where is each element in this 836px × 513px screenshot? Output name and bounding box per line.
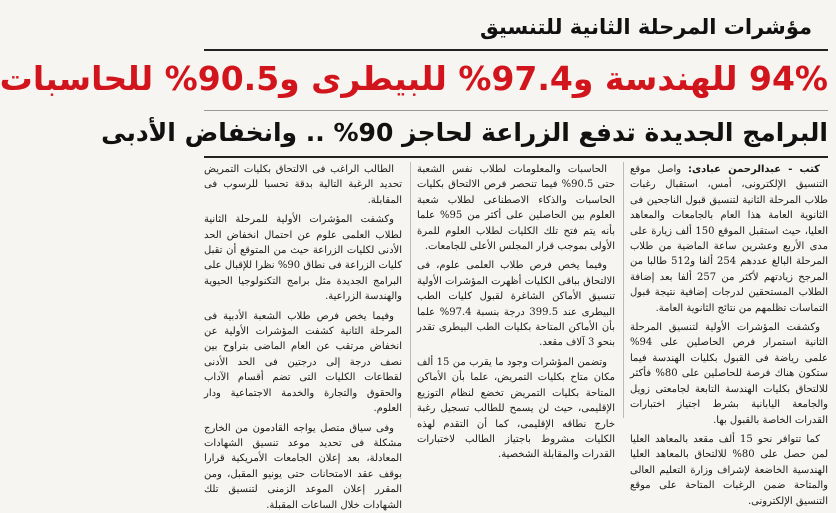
lower-rule: [204, 156, 828, 158]
column-2: [410, 162, 616, 461]
column-1: [623, 162, 829, 507]
top-rule: [204, 49, 828, 51]
article-headline: 94% للهندسة و97.4% للبيطرى و90.5% للحاسبات: [0, 59, 828, 98]
article-kicker: مؤشرات المرحلة الثانية للتنسيق: [480, 15, 812, 39]
paragraph: وكشفت المؤشرات الأولية لتنسيق المرحلة الثانية استمرار فرص الحاصلين على 94% علمى رياضة فى القبول بكليات الهندسة فيما ستكون هناك فرصة للحاصلين على 80% فأكثر للالتحاق بكليات الهندسة التابعة لجامعتى زويل والجامعة اليابانية بشرط اجتياز اختبارات القدرات الخاصة بالقبول بها.: [630, 322, 828, 426]
paragraph: وفيما يخص فرص طلاب الشعبة الأدبية فى المرحلة الثانية كشفت المؤشرات الأولية عن انخفاض مرتقب عن العام الماضى بتراوح بين نصف درجة إلى درجتين فى الحد الأدنى لقطاعات الكليات التى تضم أقسام الآداب والحقوق والتجارة والخدمة الاجتماعية ودار العلوم.: [204, 310, 402, 415]
paragraph: كما تتوافر نحو 15 ألف مقعد بالمعاهد العليا لمن حصل على 80% للالتحاق بالمعاهد العليا الهندسية الخاضعة لإشراف وزارة التعليم العالى والمتاحة ضمن الرغبات المتاحة على موقع التنسيق الإلكترونى.: [630, 433, 829, 507]
column-3: [204, 162, 403, 511]
mid-rule: [204, 110, 828, 111]
paragraph: وكشفت المؤشرات الأولية للمرحلة الثانية لطلاب العلمى علوم عن احتمال انخفاض الحد الأدنى لكليات الزراعة حيث من المتوقع أن تقبل كليات الزراعة فى نطاق 90% نظرا للإقبال على البرامج الجديدة مثل برامج التكنولوجيا الحيوية والهندسة الزراعية.: [204, 214, 403, 303]
paragraph: وتضمن المؤشرات وجود ما يقرب من 15 ألف مكان متاح بكليات التمريض، علما بأن الأماكن المتاحة بكليات التمريض تخضع لنظام التوزيع الإقليمى، حيث لن يسمح للطالب تسجيل رغبة خارج نطاقه الإقليمى، كما أن التقدم لهذه الكليات مشروط باجتياز الطالب لاختبارات القدرات والمقابلة الشخصية.: [417, 356, 615, 461]
paragraph: الحاسبات والمعلومات لطلاب نفس الشعبة حتى 90.5% فيما تنحصر فرص الالتحاق بكليات الحاسبات والذكاء الاصطناعى لطلاب شعبة العلوم بين الحاصلين على أكثر من 95% علما بأنه يتم فتح تلك الكليات لطلاب العلوم للمرة الأولى بموجب قرار المجلس الأعلى للجامعات.: [417, 164, 615, 253]
byline: كتب - عبدالرحمن عبادى:: [687, 164, 820, 175]
article-subhead: البرامج الجديدة تدفع الزراعة لحاجز 90% .. وانخفاض الأدبى: [101, 118, 828, 147]
paragraph: وفيما يخص فرص طلاب العلمى علوم، فى الالتحاق بباقى الكليات أظهرت المؤشرات الأولية تنسيق الأماكن الشاغرة لقبول كليات الطب البيطرى عند 399.5 درجة بنسبة 97.4% علما بأن الأماكن المتاحة بكليات الطب البيطرى تقدر بنحو 3 آلاف مقعد.: [417, 260, 616, 349]
paragraph: الطالب الراغب فى الالتحاق بكليات التمريض تحديد الرغبة التالية بدقة تحسبا للرسوب فى المقابلة.: [204, 164, 402, 206]
paragraph: وفى سياق متصل يواجه القادمون من الخارج مشكلة فى تحديد موعد تنسيق الشهادات المعادلة، بعد إعلان الجامعات الأمريكية قرارا بوقف عقد الامتحانات حتى يونيو المقبل، ومن المقرر إعلان الموعد الزمنى لتنسيق تلك الشهادات خلال الساعات المقبلة.: [204, 422, 402, 511]
article-body: [204, 162, 829, 511]
paragraph: [630, 162, 828, 316]
paragraph-text: واصل موقع التنسيق الإلكترونى، أمس، استقبال رغبات طلاب المرحلة الثانية لتنسيق قبول الناجحين فى الثانوية العامة هذا العام بالجامعات والمعاهد العليا، حيث استقبل الموقع 150 ألف زيارة على مدى الأربع وعشرين ساعة الماضية من طلاب المرحلة البالغ عددهم 254 ألفا و512 طالبا من المرجح زيادتهم لأكثر من 257 ألفا بعد إضافة الطلاب المستحقين لدرجات إضافية نتيجة قبول التماسات تظلمهم من نتائج الثانوية العامة.: [630, 164, 829, 314]
